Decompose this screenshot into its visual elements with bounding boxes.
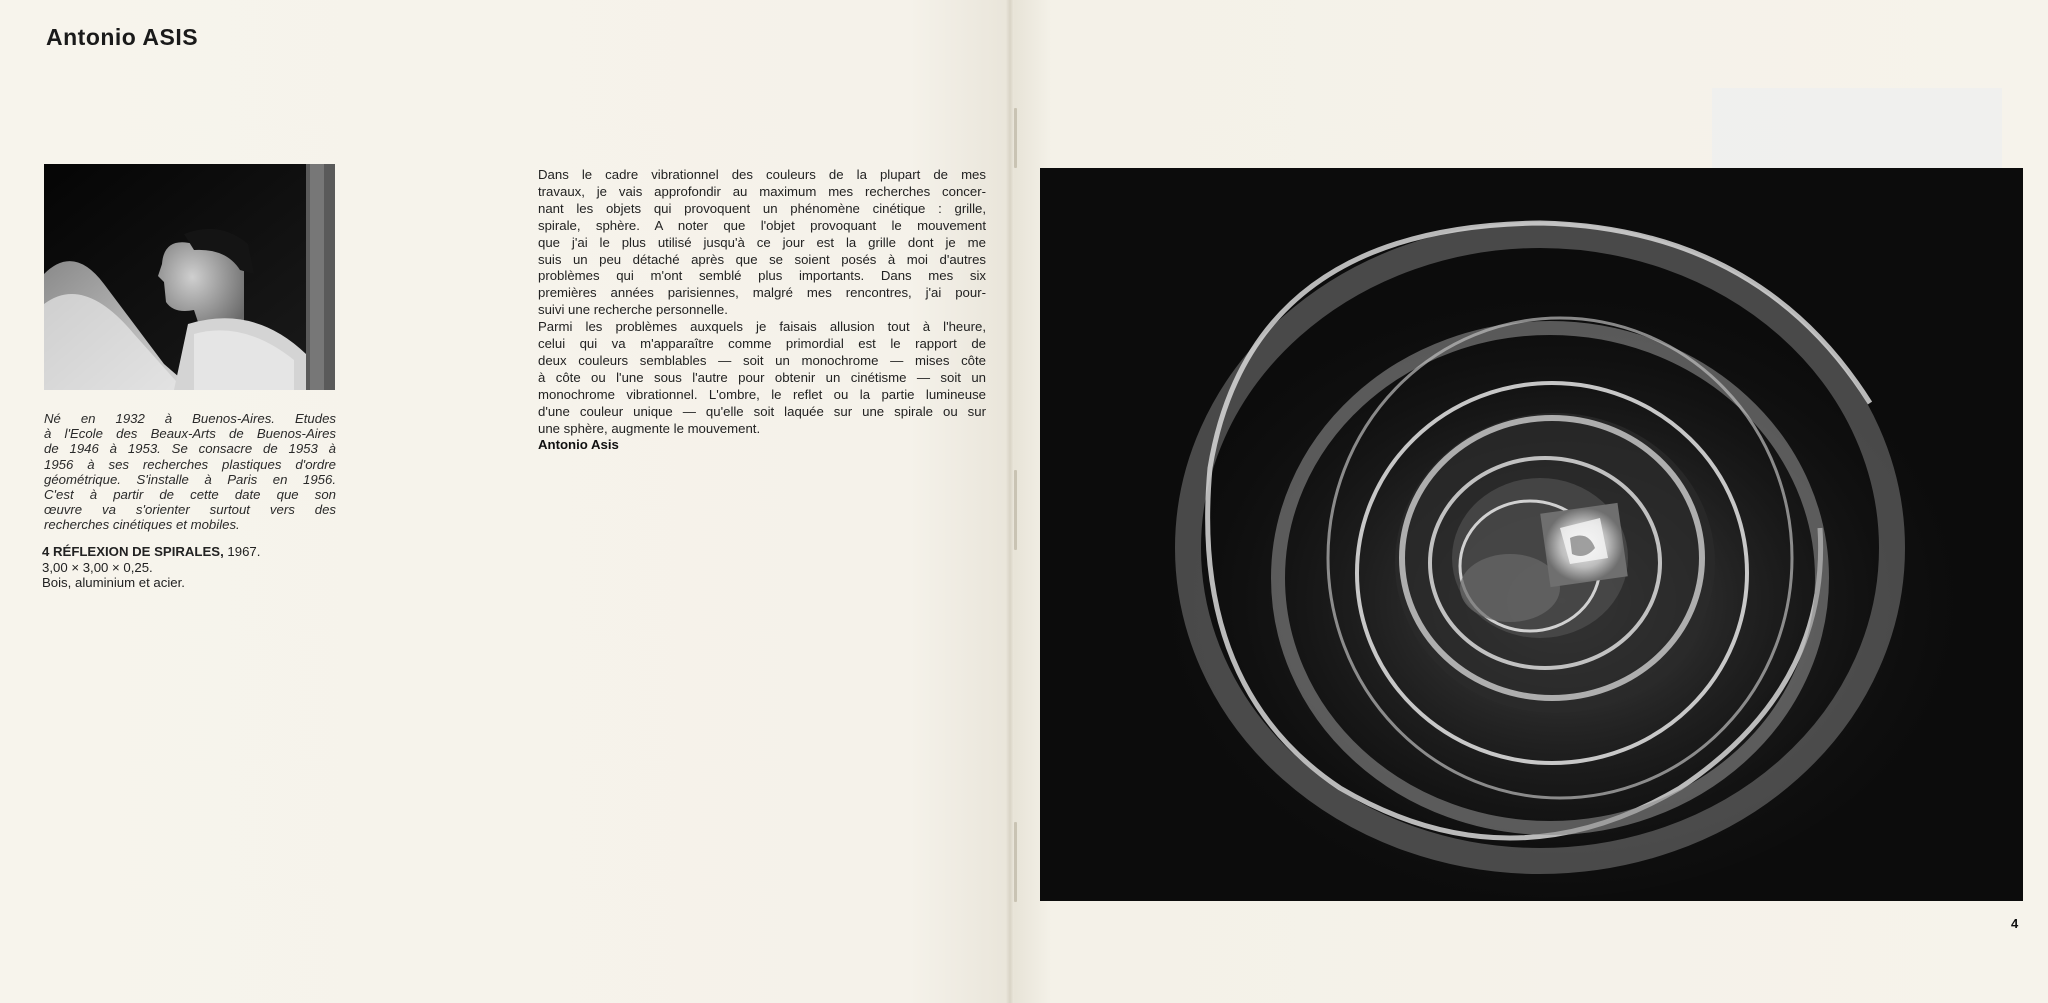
statement-line: deux couleurs semblables — soit un monochrome — mises côte (538, 352, 986, 368)
bio-line: de 1946 à 1953. Se consacre de 1953 à (44, 441, 336, 457)
statement-line: nant les objets qui provoquent un phénomène cinétique : grille, (538, 200, 986, 216)
statement-signature: Antonio Asis (538, 437, 619, 452)
statement-line: que j'ai le plus utilisé jusqu'à ce jour est la grille dont je me (538, 234, 986, 250)
book-gutter (1006, 0, 1014, 1003)
statement-line: suis un peu détaché après que se soient posés à moi d'autres (538, 251, 986, 267)
statement-line: suivi une recherche personnelle. (538, 302, 728, 318)
statement-line: travaux, je vais approfondir au maximum mes recherches concer- (538, 183, 986, 199)
statement-line: Parmi les problèmes auxquels je faisais allusion tout à l'heure, (538, 319, 986, 335)
artwork-materials: Bois, aluminium et acier. (42, 575, 185, 590)
page-number: 4 (2011, 916, 2019, 931)
bio-line: géométrique. S'installe à Paris en 1956. (44, 471, 336, 487)
artist-biography (44, 411, 336, 533)
bio-line: 1956 à ses recherches plastiques d'ordre (44, 456, 336, 472)
artwork-title: 4 RÉFLEXION DE SPIRALES, (42, 544, 224, 559)
binding-staple-middle (1014, 470, 1017, 550)
binding-staple-top (1014, 108, 1017, 168)
statement-line: à côte ou l'une sous l'autre pour obtenir un cinétisme — soit un (538, 369, 986, 385)
artwork-photo-spirals (1040, 168, 2023, 901)
statement-line: monochrome vibrationnel. L'ombre, le reflet ou la partie lumineuse (538, 386, 986, 402)
binding-staple-bottom (1014, 822, 1017, 902)
artist-portrait-photo (44, 164, 335, 390)
show-through-artifact (1712, 88, 2002, 168)
statement-line: une sphère, augmente le mouvement. (538, 420, 761, 436)
statement-line: d'une couleur unique — qu'elle soit laquée sur une spirale ou sur (538, 403, 986, 419)
artwork-year: 1967. (227, 544, 261, 559)
artist-statement (538, 167, 986, 438)
artwork-dimensions: 3,00 × 3,00 × 0,25. (42, 559, 153, 575)
bio-line: à l'Ecole des Beaux-Arts de Buenos-Aires (44, 426, 336, 442)
bio-line: Né en 1932 à Buenos-Aires. Etudes (44, 411, 336, 426)
statement-line: premières années parisiennes, malgré mes rencontres, j'ai pour- (538, 285, 986, 301)
artwork-caption (42, 544, 260, 591)
statement-line: spirale, sphère. A noter que l'objet provoquant le mouvement (538, 217, 986, 233)
caption-title-line (42, 544, 260, 560)
statement-line: Dans le cadre vibrationnel des couleurs de la plupart de mes (538, 167, 986, 182)
statement-line: celui qui va m'apparaître comme primordial est le rapport de (538, 336, 986, 352)
bio-line: œuvre va s'orienter surtout vers des (44, 502, 336, 518)
statement-line: problèmes qui m'ont semblé plus importants. Dans mes six (538, 268, 986, 284)
bio-line: C'est à partir de cette date que son (44, 487, 336, 503)
page-title: Antonio ASIS (46, 24, 199, 50)
bio-line: recherches cinétiques et mobiles. (44, 517, 240, 533)
